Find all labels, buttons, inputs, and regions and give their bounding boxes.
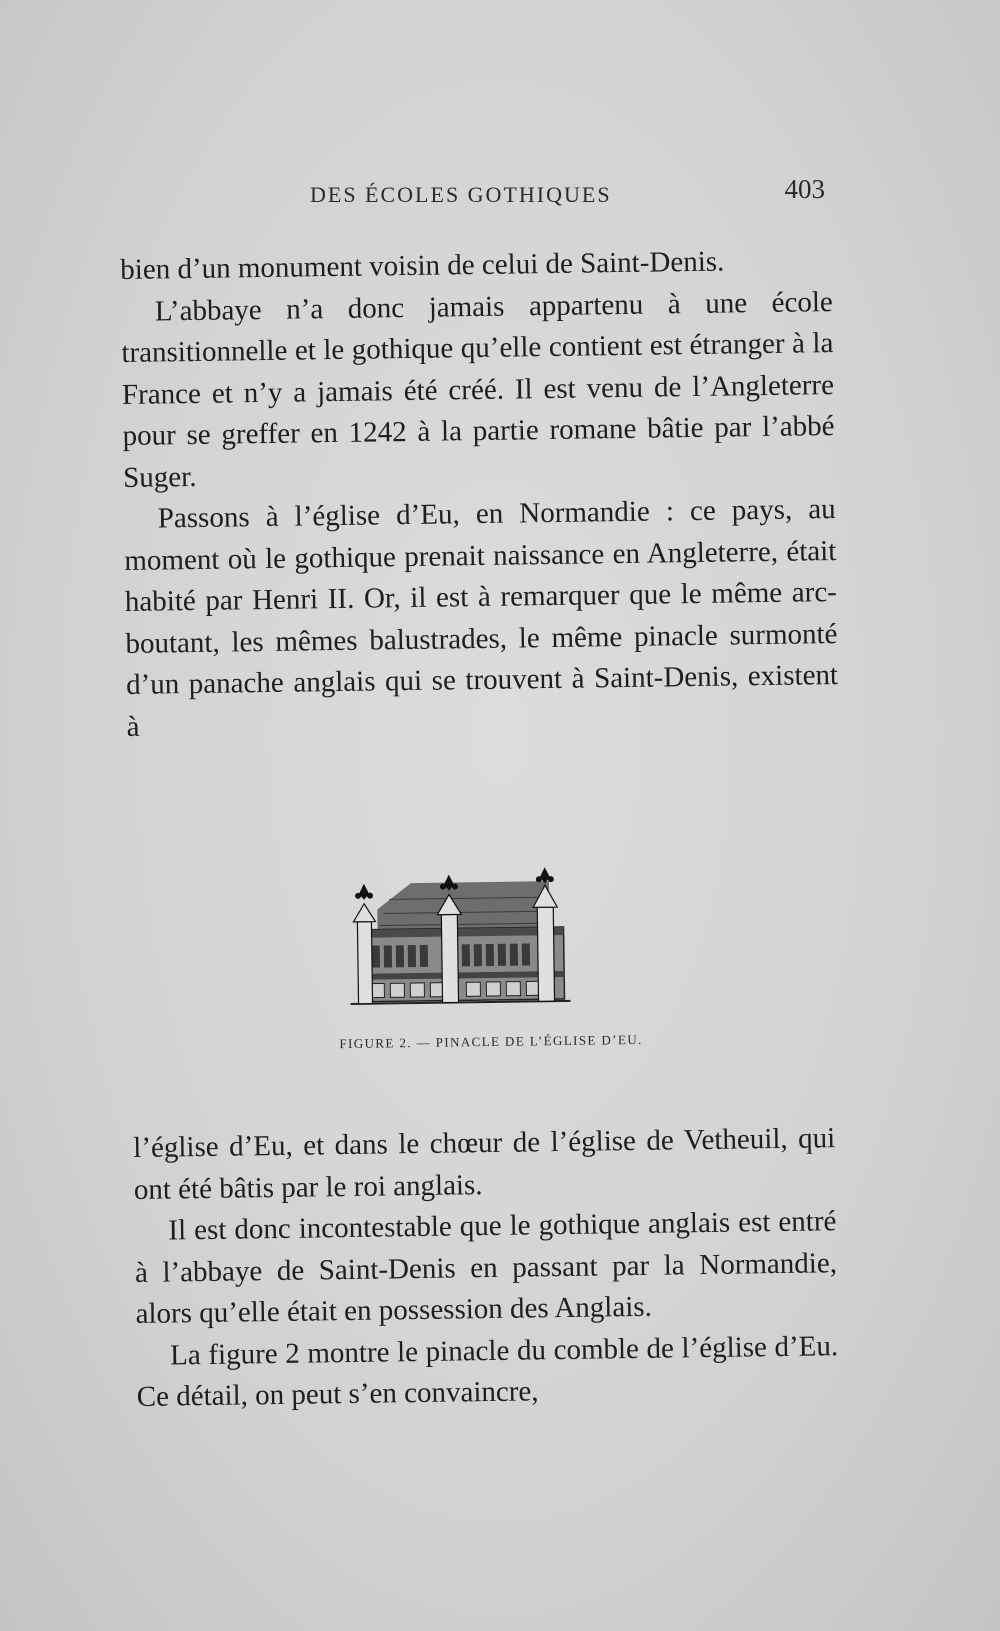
pinnacle-engraving [349, 867, 571, 1018]
paragraph: Passons à l’église d’Eu, en Normandie : ce pays, au moment où le gothique prenait naissance en Angleterre, était habité par Henri II. Or, il est à remarquer que le même arc-boutant, les mêmes balustrades, le même pinacle surmonté d’un panache anglais qui se trouvent à Saint-Denis, existent à [124, 493, 839, 743]
paragraph: L’abbaye n’a donc jamais appartenu à une école transitionnelle et le gothique qu’elle contient est étranger à la France et n’y a jamais été créé. Il est venu de l’Angleterre pour se greffer en 1242 à la partie romane bâtie par l’abbé Suger. [121, 285, 835, 494]
figure-2 [289, 865, 692, 1061]
text-block-bottom [133, 1118, 839, 1418]
figure-caption: FIGURE 2. — PINACLE DE L’ÉGLISE D’EU. [339, 1031, 643, 1052]
page-number: 403 [784, 174, 825, 204]
paragraph: bien d’un monument voisin de celui de Saint-Denis. [120, 245, 725, 286]
text-block-top [120, 240, 839, 748]
paragraph: l’église d’Eu, et dans le chœur de l’église de Vetheuil, qui ont été bâtis par le roi anglais. [133, 1122, 836, 1206]
paragraph: Il est donc incontestable que le gothique anglais est entré à l’abbaye de Saint-Denis en passant par la Normandie, alors qu’elle était en possession des Anglais. [134, 1205, 838, 1330]
page-header [300, 174, 825, 218]
running-title: DES ÉCOLES GOTHIQUES [310, 182, 612, 207]
paragraph: La figure 2 montre le pinacle du comble de l’église d’Eu. Ce détail, on peut s’en convaincre, [136, 1329, 839, 1413]
